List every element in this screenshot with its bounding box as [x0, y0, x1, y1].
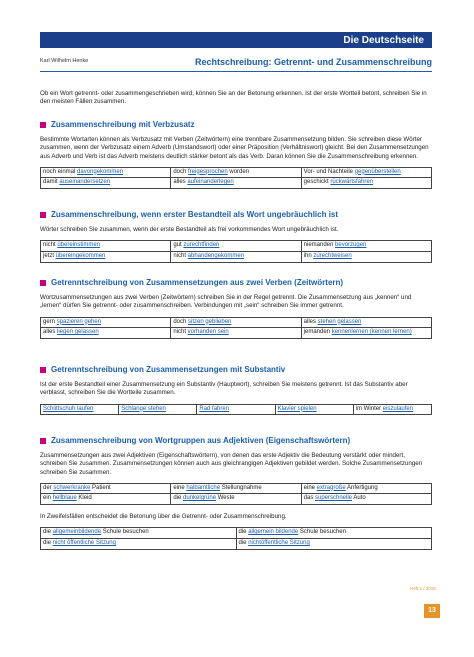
table-cell [171, 241, 301, 252]
example-word: Klavier spielen [277, 405, 317, 412]
context-text: Vor- und Nachteile [303, 168, 355, 175]
section-zwei-verben [40, 278, 432, 339]
table-cell [171, 328, 301, 339]
context-text: alles [303, 318, 318, 325]
section-title [40, 278, 432, 288]
example-word: hellblaue [52, 495, 77, 502]
table-cell [236, 539, 432, 550]
section-text: Zusammensetzungen aus zwei Adjektiven (Eigenschaftswörtern), von denen das erste Adjektiv die Bedeutung verstärkt oder mindert, schreiben Sie zusammen. Zusammensetzungen können auch aus gleichrangigen Adjektiven gebildet werden. Solche Zusammensetzungen schreiben Sie zusammen. [40, 452, 423, 476]
table-cell [41, 483, 171, 494]
section-title-text: Getrenntschreibung von Zusammensetzungen aus zwei Verben (Zeitwörtern) [51, 278, 344, 287]
example-word: spazieren gehen [56, 318, 102, 325]
example-word: extragroße [316, 484, 346, 491]
context-text: doch [173, 168, 189, 175]
table-cell [119, 404, 197, 415]
context-text: alles [43, 329, 58, 336]
bullet-square-icon [40, 212, 46, 218]
table-cell [301, 317, 431, 328]
example-word: liegen gelassen [57, 329, 99, 336]
example-word: zurechtweisen [313, 253, 352, 260]
table-cell [41, 252, 171, 263]
table-cell [41, 328, 171, 339]
example-word: abhandengekommen [187, 253, 245, 260]
bullet-square-icon [40, 280, 46, 286]
bullet-square-icon [40, 367, 46, 373]
example-word: dunkelgrüne [183, 495, 217, 502]
context-text: Kleid [76, 495, 92, 502]
table-row [41, 252, 432, 263]
context-text: Stellungnahme [220, 484, 262, 491]
table-cell [171, 252, 301, 263]
table-cell [353, 404, 431, 415]
table-cell [301, 483, 431, 494]
table-row [41, 494, 432, 505]
section-title [40, 210, 432, 220]
example-table [40, 167, 432, 190]
context-text: ein [43, 495, 53, 502]
example-word: bevorzugen [335, 242, 367, 249]
table-cell [171, 178, 301, 189]
section-verbzusatz [40, 120, 432, 189]
example-word: halbamtliche [186, 484, 221, 491]
example-word: allgemeinbildende [52, 529, 102, 536]
table-cell [171, 167, 301, 178]
table-cell [301, 494, 431, 505]
table-cell [41, 317, 171, 328]
example-word: aufeinanderlegen [187, 179, 234, 186]
example-word: Schlange stehen [121, 405, 166, 412]
section-title [40, 365, 432, 375]
context-text: die [238, 540, 249, 547]
table-cell [301, 241, 431, 252]
table-cell [171, 494, 301, 505]
example-word: gegenüberstellen [354, 168, 401, 175]
context-text: worden [227, 168, 250, 175]
section-text: Ist der erste Bestandteil einer Zusammensetzung ein Substantiv (Hauptwort), schreiben Sie meistens getrennt. Ist das Substantiv aber verblasst, schreiben Sie die Wortteile zusammen. [40, 381, 408, 397]
context-text: Anfertigung [345, 484, 378, 491]
example-table [40, 317, 432, 340]
example-word: rückwärtsfahren [330, 179, 374, 186]
context-text: alles [173, 179, 188, 186]
page-title: Rechtschreibung: Getrennt- und Zusammenschreibung [194, 57, 432, 67]
example-table [40, 483, 432, 506]
title-rule [40, 71, 432, 72]
example-word: vorhanden sein [187, 329, 229, 336]
context-text: im Winter [355, 405, 383, 412]
example-word: stehen gelassen [317, 318, 362, 325]
section-ungebraeuchlich [40, 210, 432, 263]
section-title-text: Getrenntschreibung von Zusammensetzungen mit Substantiv [51, 365, 286, 374]
context-text: geschickt [303, 179, 331, 186]
context-text: doch [173, 318, 189, 325]
section-note: In Zweifelsfällen entscheidet die Betonung über die Getrennt- oder Zusammenschreibung. [40, 513, 287, 521]
table-row [41, 539, 432, 550]
context-text: nicht [43, 242, 58, 249]
table-row [41, 167, 432, 178]
author-name: Karl Wilhelm Henke [40, 58, 89, 64]
context-text: jemanden [303, 329, 332, 336]
section-text: Wortzusammensetzungen aus zwei Verben (Zeitwörtern) schreiben Sie in der Regel getrennt. Die Zusammensetzung aus „kennen“ und „lernen“ dürfen Sie getrennt- oder zusammenschreiben. Verbindungen mit „sein“ schreiben Sie immer getrennt. [40, 294, 412, 310]
table-row [41, 404, 432, 415]
context-text: jetzt [43, 253, 56, 260]
context-text: Auto [352, 495, 366, 502]
context-text: die [238, 529, 249, 536]
table-cell [301, 328, 431, 339]
table-row [41, 317, 432, 328]
context-text: nicht [173, 329, 188, 336]
example-word: allgemein bildende [248, 529, 299, 536]
table-cell [41, 539, 237, 550]
example-word: schwerkranke [53, 484, 91, 491]
example-word: Rad fahren [199, 405, 230, 412]
bullet-square-icon [40, 438, 46, 444]
table-cell [236, 528, 432, 539]
section-substantiv [40, 365, 432, 415]
context-text: gut [173, 242, 184, 249]
context-text: die [173, 495, 184, 502]
example-word: nicht öffentliche Sitzung [52, 540, 116, 547]
context-text: eine [173, 484, 187, 491]
table-cell [275, 404, 353, 415]
page-banner [40, 32, 432, 48]
table-cell [41, 528, 237, 539]
table-row [41, 483, 432, 494]
example-word: freigesprochen [188, 168, 228, 175]
page-number: 13 [424, 604, 440, 618]
table-cell [171, 317, 301, 328]
table-cell [197, 404, 275, 415]
section-title [40, 436, 432, 446]
example-word: sitzen geblieben [188, 318, 232, 325]
example-word: superschnelle [315, 495, 353, 502]
context-text: Schule besuchen [298, 529, 346, 536]
example-table [40, 404, 432, 416]
table-row [41, 528, 432, 539]
example-word: eiszulaufen [382, 405, 414, 412]
table-cell [41, 178, 171, 189]
example-word: kennenlernen (kennen lernen) [331, 329, 412, 336]
table-cell [171, 483, 301, 494]
intro-paragraph: Ob ein Wort getrennt- oder zusammengeschrieben wird, können Sie an der Betonung erkennen. Ist der erste Wortteil betont, schreiben Sie in den meisten Fällen zusammen. [40, 90, 427, 106]
table-row [41, 241, 432, 252]
table-cell [41, 494, 171, 505]
section-title-text: Zusammenschreibung, wenn erster Bestandteil als Wort ungebräuchlich ist [51, 210, 339, 219]
example-word: Schlittschuh laufen [43, 405, 94, 412]
context-text: damit [43, 179, 60, 186]
table-cell [301, 178, 431, 189]
section-title-text: Zusammenschreibung von Wortgruppen aus Adjektiven (Eigenschaftswörtern) [51, 436, 351, 445]
section-adjektive [40, 436, 432, 550]
context-text: der [43, 484, 54, 491]
context-text: das [303, 495, 315, 502]
table-cell [41, 404, 119, 415]
example-table-2 [40, 527, 432, 550]
example-word: übereingekommen [55, 253, 106, 260]
example-word: zurechtfinden [183, 242, 220, 249]
example-word: davongekommen [77, 168, 124, 175]
context-text: Patient [90, 484, 111, 491]
bullet-square-icon [40, 122, 46, 128]
table-row [41, 328, 432, 339]
table-cell [301, 252, 431, 263]
context-text: die [43, 529, 53, 536]
table-cell [41, 167, 171, 178]
context-text: noch einmal [43, 168, 78, 175]
table-cell [41, 241, 171, 252]
section-title [40, 120, 432, 130]
context-text: niemanden [303, 242, 336, 249]
context-text: Schule besuchen [101, 529, 149, 536]
context-text: Weste [216, 495, 235, 502]
context-text: die [43, 540, 53, 547]
example-word: auseinandersetzen [59, 179, 111, 186]
example-word: nichtöffentliche Sitzung [248, 540, 310, 547]
table-row [41, 178, 432, 189]
context-text: nicht [173, 253, 188, 260]
section-title-text: Zusammenschreibung mit Verbzusatz [51, 120, 195, 129]
table-cell [301, 167, 431, 178]
example-word: übereinstimmen [57, 242, 101, 249]
context-text: gern [43, 318, 57, 325]
section-text: Wörter schreiben Sie zusammen, wenn der erste Bestandteil als frei vorkommendes Wort ungebräuchlich ist. [40, 226, 339, 234]
section-text: Bestimmte Wortarten können als Verbzusatz mit Verben (Zeitwörtern) eine trennbare Zusammensetzung bilden. Sie schreiben diese Wörter zusammen, wenn der Verbzusatz einem Adverb (Umstandswort) oder einer Präposition (Verhältniswort) gleicht. Bei den Zusammensetzungen aus Adverb und Verb ist das Adverb meistens deutlich stärker betont als das Verb. Daran können Sie die Zusammenschreibung erkennen. [40, 136, 429, 160]
context-text: eine [303, 484, 317, 491]
issue-label: Heft 1 / 2018 [410, 586, 436, 591]
banner-text: Die Deutschseite [343, 35, 424, 46]
context-text: ihn [303, 253, 314, 260]
example-table [40, 240, 432, 263]
